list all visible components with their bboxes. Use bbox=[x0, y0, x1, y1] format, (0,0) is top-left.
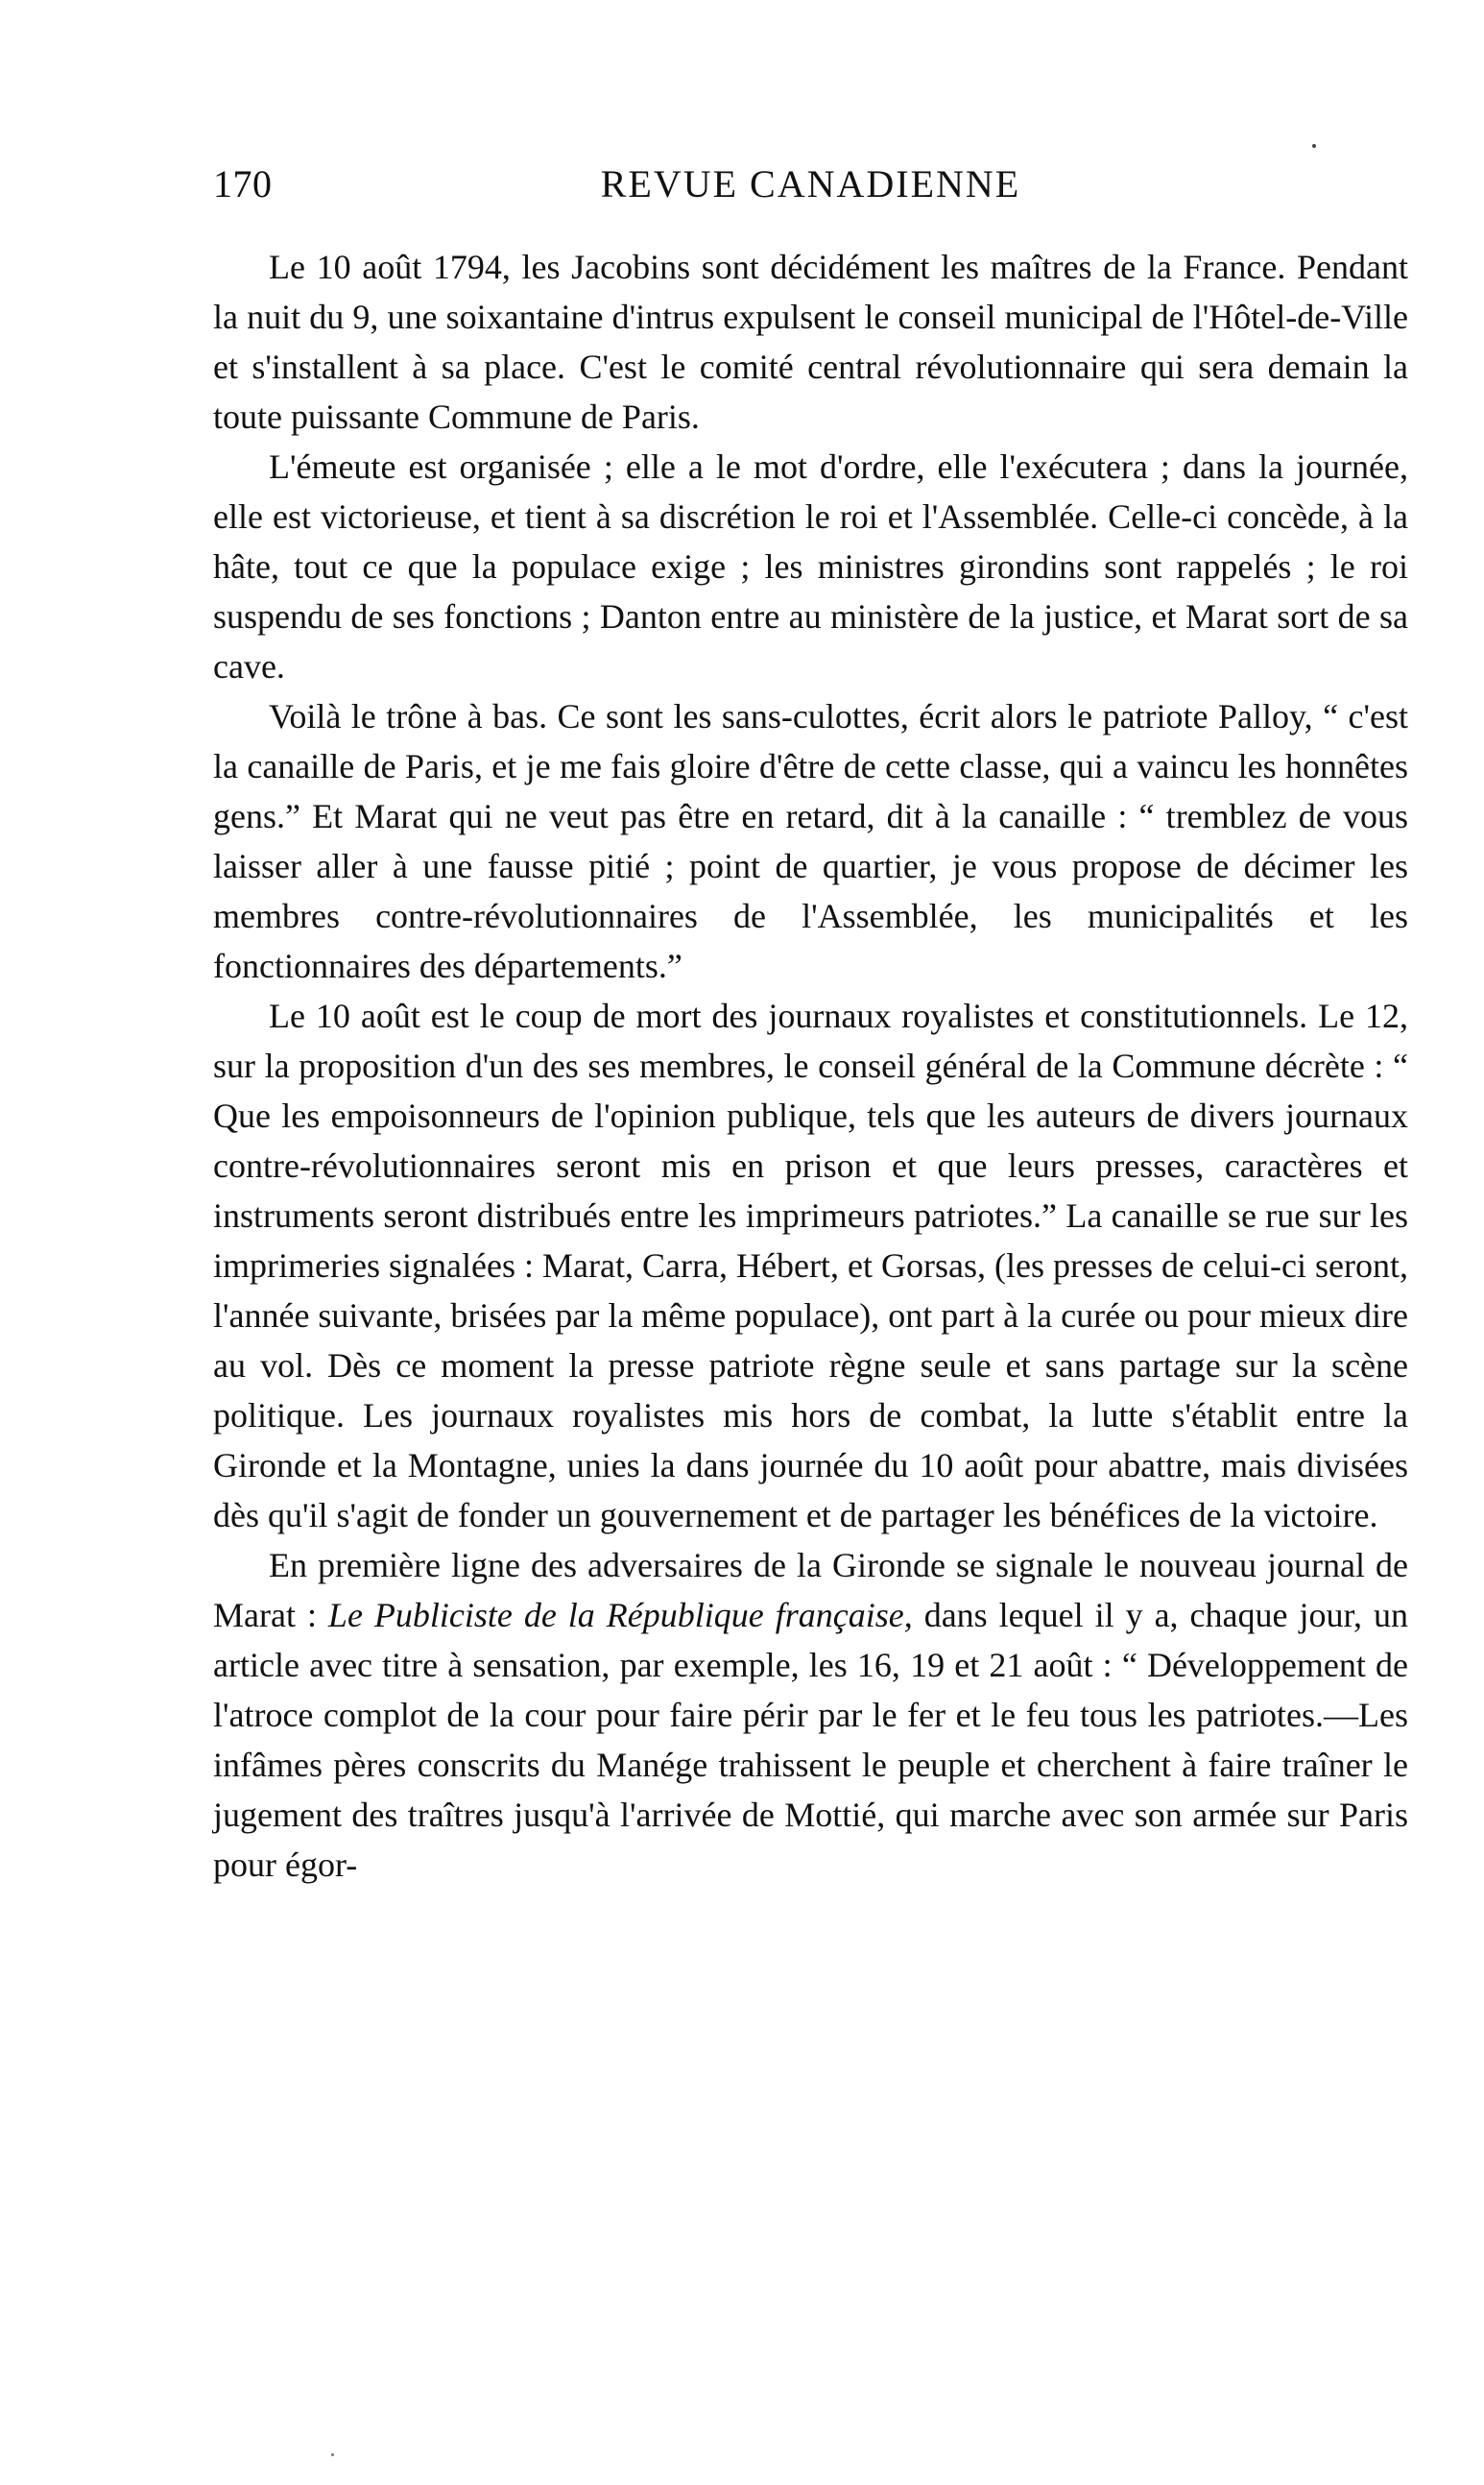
paragraph: Voilà le trône à bas. Ce sont les sans-culottes, écrit alors le patriote Palloy, “ c'est la canaille de Paris, et je me fais gloire d'être de cette classe, qui a vaincu les honnêtes gens.” Et Marat qui ne veut pas être en retard, dit à la canaille : “ tremblez de vous laisser aller à une fausse pitié ; point de quartier, je vous propose de décimer les membres contre-révolutionnaires de l'Assemblée, les municipalités et les fonctionnaires des départements.” bbox=[213, 697, 1408, 985]
paragraph: Le 10 août 1794, les Jacobins sont décidément les maîtres de la France. Pendant la nuit du 9, une soixantaine d'intrus expulsent le conseil municipal de l'Hôtel-de-Ville et s'installent à sa place. C'est le comité central révolutionnaire qui sera demain la toute puissante Commune de Paris. bbox=[213, 248, 1408, 436]
page-header bbox=[213, 161, 1408, 219]
body-text bbox=[213, 242, 1408, 1890]
journal-title: Le Publiciste de la République française, bbox=[327, 1596, 913, 1634]
paragraph: Le 10 août est le coup de mort des journaux royalistes et constitutionnels. Le 12, sur la proposition d'un des ses membres, le conseil général de la Commune décrète : “ Que les empoisonneurs de l'opinion publique, tels que les auteurs de divers journaux contre-révolutionnaires seront mis en prison et que leurs presses, caractères et instruments seront distribués entre les imprimeurs patriotes.” La canaille se rue sur les imprimeries signalées : Marat, Carra, Hébert, et Gorsas, (les presses de celui-ci seront, l'année suivante, brisées par la même populace), ont part à la curée ou pour mieux dire au vol. Dès ce moment la presse patriote règne seule et sans partage sur la scène politique. Les journaux royalistes mis hors de combat, la lutte s'établit entre la Gironde et la Montagne, unies la dans journée du 10 août pour abattre, mais divisées dès qu'il s'agit de fonder un gouvernement et de partager les bénéfices de la victoire. bbox=[213, 997, 1408, 1534]
paragraph-text: dans lequel il y a, chaque jour, un article avec titre à sensation, par exemple, les 16, 19 et 21 août : “ Développement de l'atroce complot de la cour pour faire périr par le fer et le feu tous les patriotes.—Les infâmes pères conscrits du Manége trahissent le peuple et cherchent à faire traîner le jugement des traîtres jusqu'à l'arrivée de Mottié, qui marche avec son armée sur Paris pour égor- bbox=[213, 1596, 1408, 1884]
ink-speck bbox=[1312, 144, 1316, 148]
ink-speck bbox=[331, 2453, 334, 2456]
paragraph: L'émeute est organisée ; elle a le mot d'ordre, elle l'exécutera ; dans la journée, elle est victorieuse, et tient à sa discrétion le roi et l'Assemblée. Celle-ci concède, à la hâte, tout ce que la populace exige ; les ministres girondins sont rappelés ; le roi suspendu de ses fonctions ; Danton entre au ministère de la justice, et Marat sort de sa cave. bbox=[213, 447, 1408, 686]
paragraph-text: En première ligne des adversaires de la Gironde se signale le nouveau journal de Marat : bbox=[213, 1546, 1408, 1634]
paragraph bbox=[213, 1540, 1408, 1890]
page-number: 170 bbox=[213, 162, 273, 205]
running-title: REVUE CANADIENNE bbox=[600, 162, 1021, 205]
